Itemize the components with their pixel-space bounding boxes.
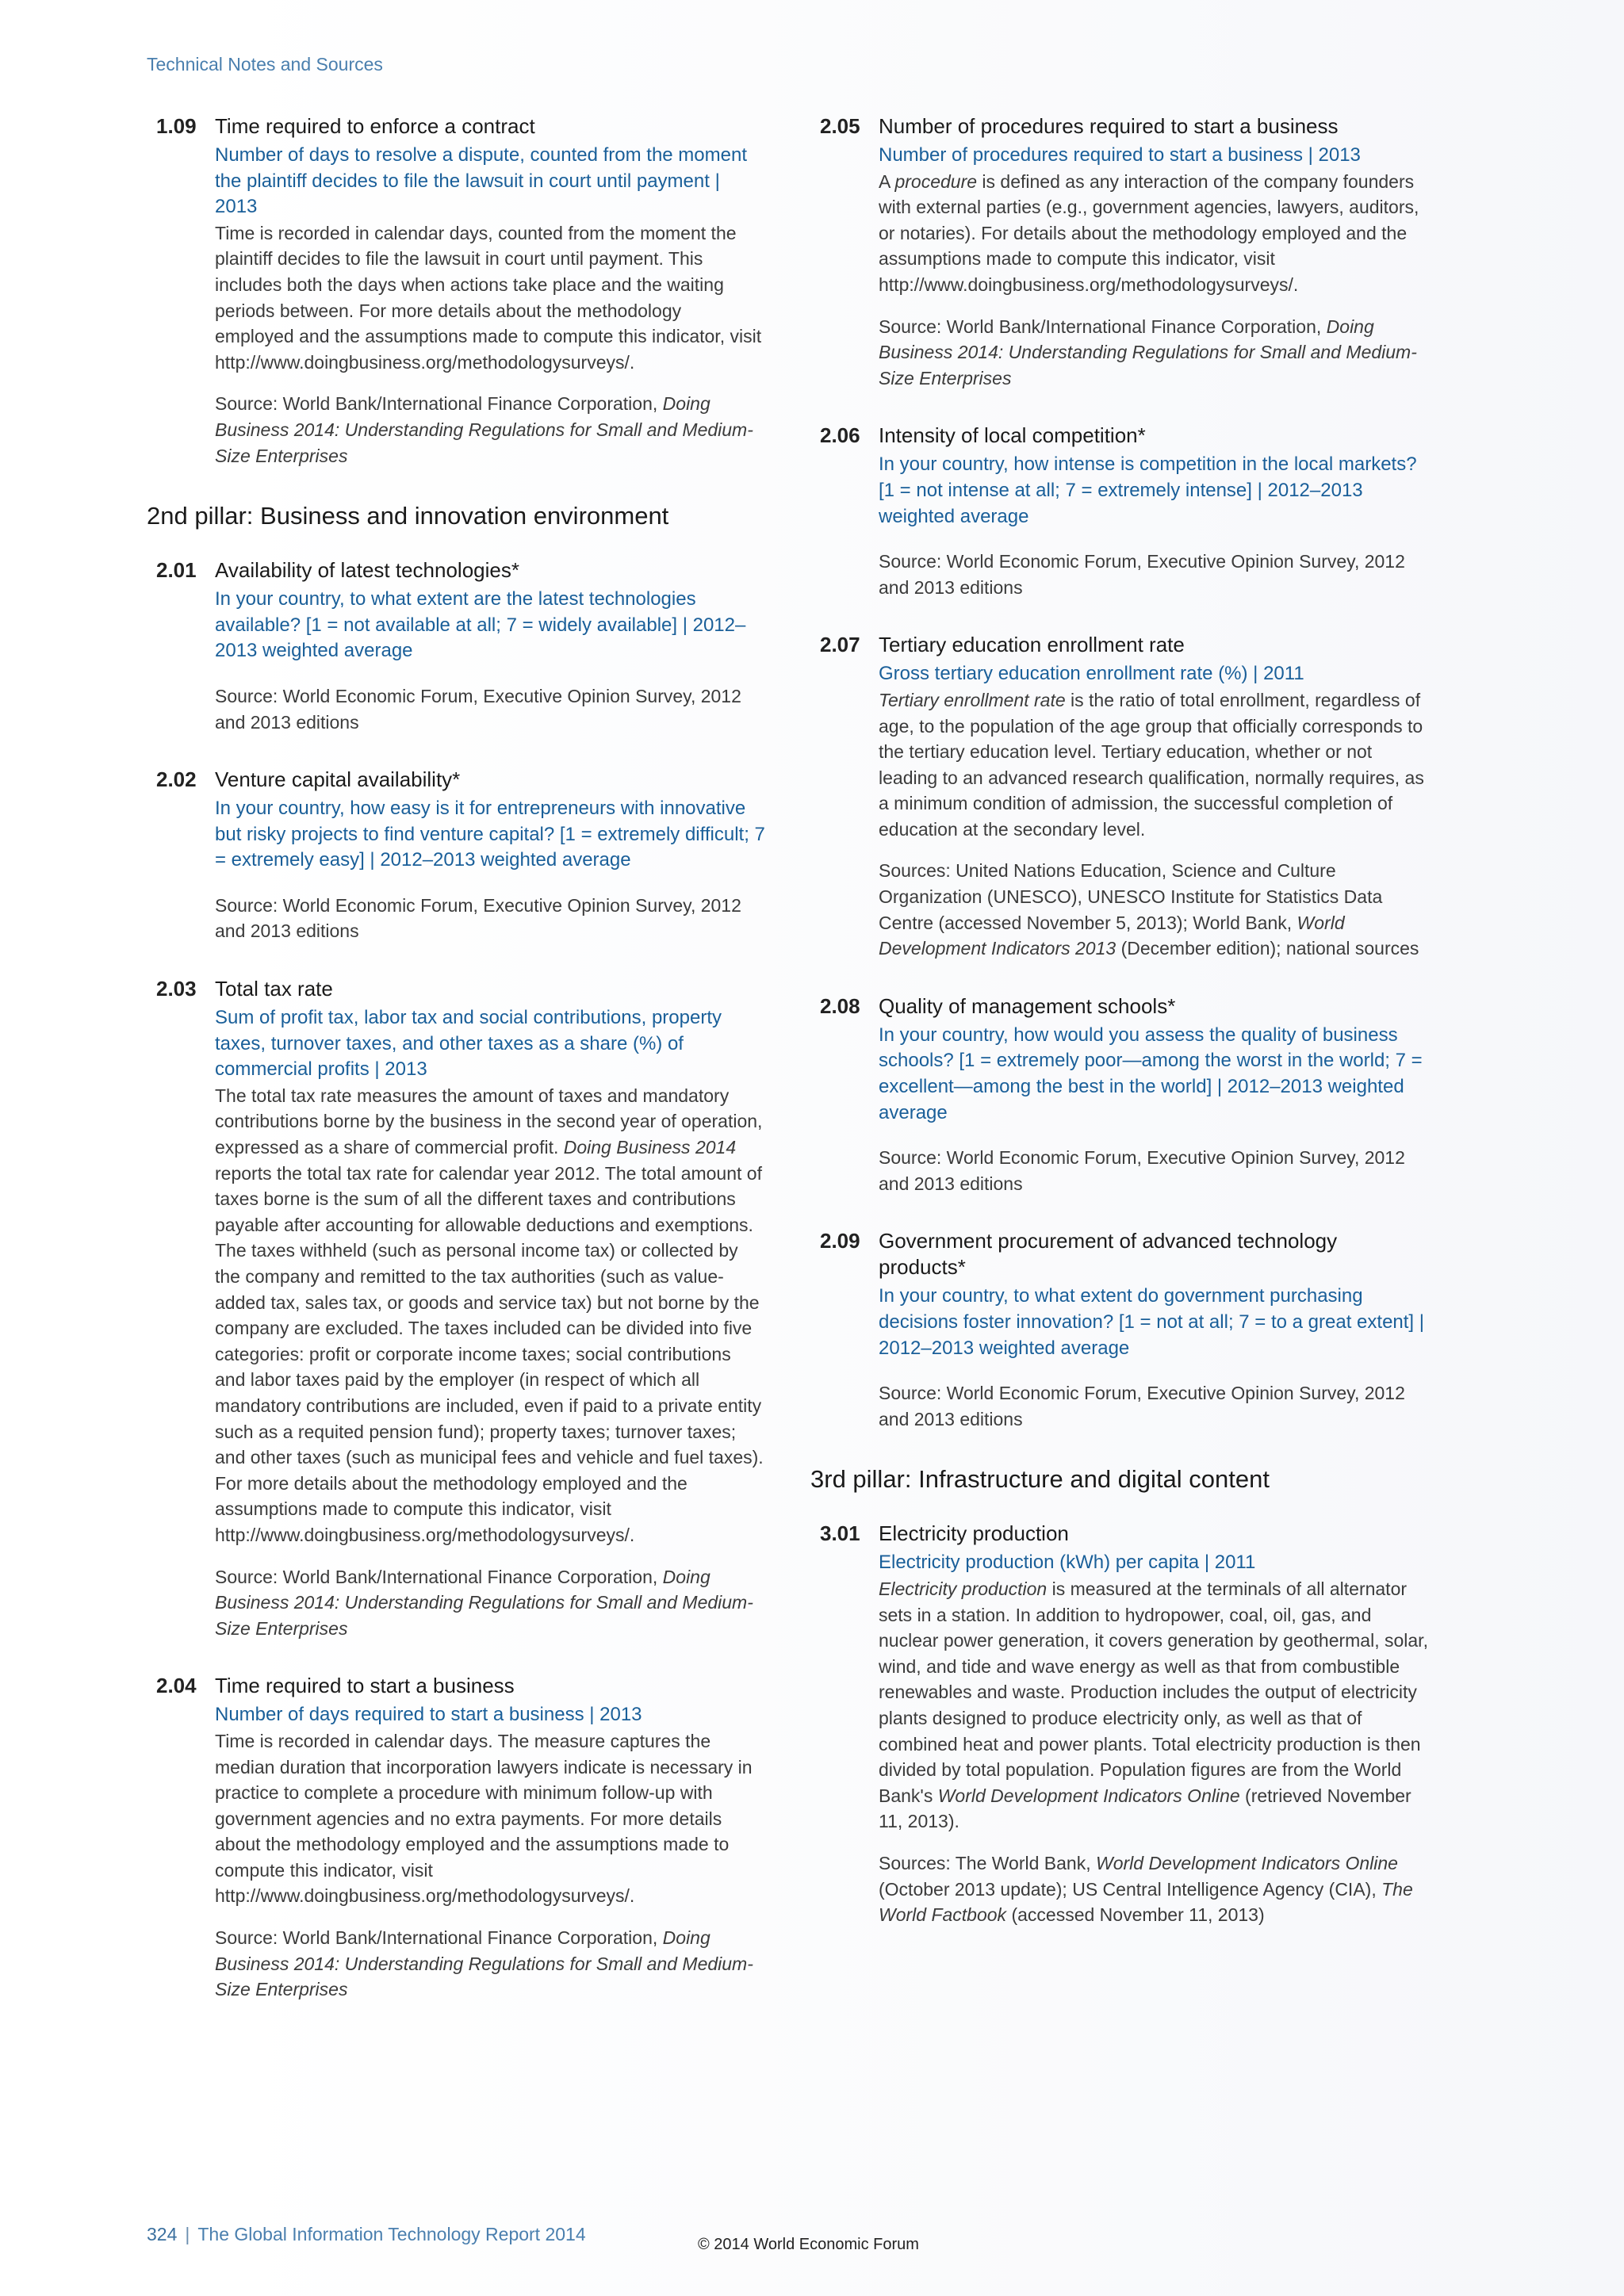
entry-title: Government procurement of advanced technology products* [879,1229,1338,1280]
entry-title: Electricity production [879,1521,1069,1546]
entry-number: 2.03 [156,977,197,1001]
page-footer [147,2224,586,2245]
entry-number: 2.06 [820,423,860,448]
section-heading-2nd-pillar: 2nd pillar: Business and innovation environment [147,502,669,530]
entry-title: Number of procedures required to start a business [879,114,1339,138]
entry-source: Source: World Economic Forum, Executive Opinion Survey, 2012 and 2013 editions [879,1383,1405,1429]
entry-description: A procedure is defined as any interaction of the company founders with external parties (e.g., government agencies, lawyers, auditors, or notaries). For details about the methodology employed and the assumptions made to compute this indicator, visit http://www.doingbusiness.org/methodologysurveys/. [879,170,1419,295]
entry-subtitle: In your country, how would you assess the quality of business schools? [1 = extremely poor—among the worst in the world; 7 = excellent—among the best in the world] | 2012–2013 weighted average [879,1024,1423,1123]
entry-source: Sources: United Nations Education, Science and Culture Organization (UNESCO), UNESCO Institute for Statistics Data Centre (accessed November 5, 2013); World Bank, World Development Indicators 2013 (December edition); national sources [879,860,1419,959]
entry-description: Time is recorded in calendar days, counted from the moment the plaintiff decides to file the lawsuit in court until payment. This includes both the days when actions take place and the waiting periods between. For more details about the methodology employed and the assumptions made to compute this indicator, visit http://www.doingbusiness.org/methodologysurveys/. [215,222,762,373]
entry-number: 2.04 [156,1674,197,1698]
entry-subtitle: Sum of profit tax, labor tax and social contributions, property taxes, turnover taxes, and other taxes as a share (%) of commercial profits | 2013 [215,1007,722,1081]
right-column [810,113,1429,1960]
entry-subtitle: In your country, how intense is competition in the local markets? [1 = not intense at all; 7 = extremely intense] | 2012–2013 weighted average [879,453,1417,527]
entry-title: Time required to enforce a contract [215,114,535,138]
entry-source: Source: World Bank/International Finance Corporation, Doing Business 2014: Understanding Regulations for Small and Medium-Size Enterprises [215,1566,753,1639]
entry-2-06 [810,423,1429,600]
entry-source: Source: World Bank/International Finance Corporation, Doing Business 2014: Understanding Regulations for Small and Medium-Size Enterprises [879,316,1417,388]
entry-2-02 [147,767,765,944]
entry-3-01 [810,1521,1429,1927]
entry-source: Source: World Bank/International Finance Corporation, Doing Business 2014: Understanding Regulations for Small and Medium-Size Enterprises [215,1927,753,2000]
entry-2-08 [810,993,1429,1197]
entry-title: Total tax rate [215,977,333,1001]
entry-subtitle: Number of days required to start a business | 2013 [215,1704,642,1726]
page-number: 324 [147,2224,178,2244]
entry-description: The total tax rate measures the amount of taxes and mandatory contributions borne by the business in the second year of operation, expressed as a share of commercial profit. Doing Business 2014 reports the total tax rate for calendar year 2012. The total amount of taxes borne is the sum of all the different taxes and contributions payable after accounting for allowable deductions and exemptions. The taxes withheld (such as personal income tax) or collected by the company and remitted to the tax authorities (such as value-added tax, sales tax, or goods and service tax) but not borne by the company are excluded. The taxes included can be divided into five categories: profit or corporate income taxes; social contributions and labor taxes paid by the employer (in respect of which all mandatory contributions are included, even if paid to a private entity such as a requited pension fund); property taxes; turnover taxes; and other taxes (such as municipal fees and vehicle and fuel taxes). For more details about the methodology employed and the assumptions made to compute this indicator, visit http://www.doingbusiness.org/methodologysurveys/. [215,1085,764,1545]
entry-number: 2.09 [820,1229,860,1253]
entry-source: Source: World Economic Forum, Executive Opinion Survey, 2012 and 2013 editions [879,1147,1405,1194]
entry-source: Source: World Bank/International Finance Corporation, Doing Business 2014: Understanding Regulations for Small and Medium-Size Enterprises [215,393,753,466]
entry-number: 2.08 [820,993,860,1018]
entry-number: 2.05 [820,114,860,138]
entry-2-05 [810,113,1429,391]
entry-number: 2.02 [156,767,197,792]
entry-description: Time is recorded in calendar days. The measure captures the median duration that incorporation lawyers indicate is necessary in practice to complete a procedure with minimum follow-up with government agencies and no extra payments. For more details about the methodology employed and the assumptions made to compute this indicator, visit http://www.doingbusiness.org/methodologysurveys/. [215,1730,753,1907]
entry-title: Venture capital availability* [215,767,461,792]
entry-source: Source: World Economic Forum, Executive Opinion Survey, 2012 and 2013 editions [215,894,741,942]
entry-number: 2.07 [820,633,860,657]
entry-title: Availability of latest technologies* [215,558,519,583]
entry-subtitle: In your country, to what extent do government purchasing decisions foster innovation? [1 = not at all; 7 = to a great extent] | 2012–2013 weighted average [879,1285,1424,1359]
entry-description: Tertiary enrollment rate is the ratio of total enrollment, regardless of age, to the population of the age group that officially corresponds to the tertiary education level. Tertiary education, whether or not leading to an advanced research qualification, normally requires, as a minimum condition of admission, the successful completion of education at the secondary level. [879,689,1424,840]
report-title: The Global Information Technology Report 2014 [197,2224,586,2244]
entry-title: Time required to start a business [215,1674,515,1698]
entry-description: Electricity production is measured at the terminals of all alternator sets in a station. In addition to hydropower, coal, oil, gas, and nuclear power generation, it covers generation by geothermal, solar, wind, and tide and wave energy as well as that from combustible renewables and waste. Production includes the output of electricity plants designed to produce electricity only, as well as that of combined heat and power plants. Total electricity production is then divided by total population. Population figures are from the World Bank's World Development Indicators Online (retrieved November 11, 2013). [879,1578,1428,1832]
entry-subtitle: Gross tertiary education enrollment rate (%) | 2011 [879,663,1304,685]
entry-source: Source: World Economic Forum, Executive Opinion Survey, 2012 and 2013 editions [879,551,1405,598]
entry-title: Quality of management schools* [879,993,1176,1018]
entry-2-07 [810,632,1429,962]
entry-subtitle: Number of days to resolve a dispute, counted from the moment the plaintiff decides to file the lawsuit in court until payment | 2013 [215,144,748,218]
entry-2-09 [810,1228,1429,1432]
entry-number: 1.09 [156,114,197,138]
entry-subtitle: Number of procedures required to start a business | 2013 [879,144,1361,166]
entry-source: Sources: The World Bank, World Development Indicators Online (October 2013 update); US Central Intelligence Agency (CIA), The World Factbook (accessed November 11, 2013) [879,1852,1413,1926]
running-header: Technical Notes and Sources [147,54,383,75]
entry-subtitle: In your country, to what extent are the latest technologies available? [1 = not available at all; 7 = widely available] | 2012–2013 weighted average [215,588,746,662]
section-heading-3rd-pillar: 3rd pillar: Infrastructure and digital content [810,1465,1270,1494]
entry-title: Intensity of local competition* [879,423,1146,448]
left-column [147,113,765,2034]
entry-number: 3.01 [820,1521,860,1546]
entry-title: Tertiary education enrollment rate [879,633,1185,657]
entry-subtitle: Electricity production (kWh) per capita | 2011 [879,1552,1256,1574]
entry-2-01 [147,557,765,735]
entry-1-09 [147,113,765,469]
entry-subtitle: In your country, how easy is it for entrepreneurs with innovative but risky projects to find venture capital? [1 = extremely difficult; 7 = extremely easy] | 2012–2013 weighted average [215,798,765,871]
copyright-notice: © 2014 World Economic Forum [698,2236,919,2253]
entry-2-03 [147,976,765,1641]
footer-separator: | [185,2224,190,2244]
entry-2-04 [147,1673,765,2003]
entry-source: Source: World Economic Forum, Executive Opinion Survey, 2012 and 2013 editions [215,685,741,733]
entry-number: 2.01 [156,558,197,583]
